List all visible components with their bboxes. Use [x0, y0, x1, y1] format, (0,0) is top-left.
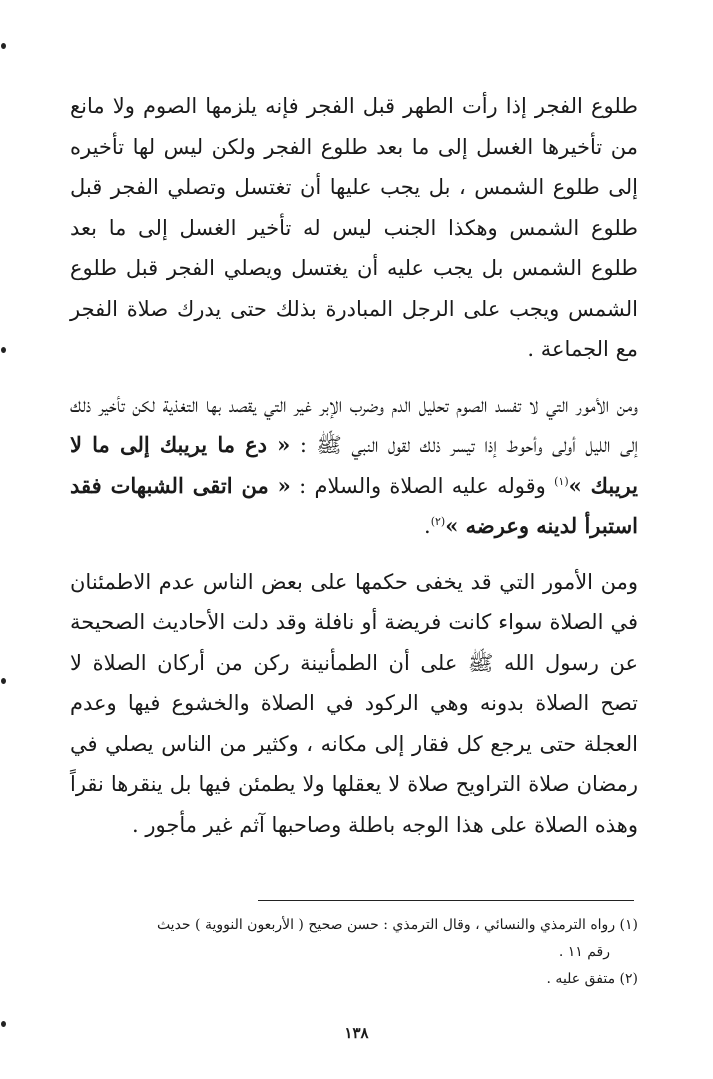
paragraph-2-text-a: ومن الأمور التي لا تفسد الصوم تحليل الدم وضرب الإبر غير التي يقصد بها التغذية لكن تأخير ذلك إلى الليل أولى وأحوط إذا تيسر ذلك لقول النبي ﷺ : — [70, 392, 638, 457]
paragraph-2 — [70, 385, 638, 547]
paragraph-3 — [70, 562, 638, 846]
footnote-2: (٢) متفق عليه . — [546, 971, 638, 987]
paragraph-3-text: ومن الأمور التي قد يخفى حكمها على بعض الناس عدم الاطمئنان في الصلاة سواء كانت فريضة أو نافلة وقد دلت الأحاديث الصحيحة عن رسول الله ﷺ على أن الطمأنينة ركن من أركان الصلاة لا تصح الصلاة بدونه وهي الركود في الصلاة والخشوع فيها وعدم العجلة حتى يرجع كل فقار إلى مكانه ، وكثير من الناس يصلي في رمضان صلاة التراويح صلاة لا يعقلها ولا يطمئن فيها بل ينقرها نقراً وهذه الصلاة على هذا الوجه باطلة وصاحبها آثم غير مأجور . — [70, 569, 638, 837]
paragraph-2-text-b: وقوله عليه الصلاة والسلام : — [290, 473, 555, 498]
paragraph-2-text-c: . — [424, 514, 431, 538]
scan-mark — [1, 678, 6, 684]
page-number: ١٣٨ — [344, 1024, 369, 1042]
footnote-1-line-1: (١) رواه الترمذي والنسائي ، وقال الترمذي : حسن صحيح ( الأربعون النووية ) حديث — [156, 917, 638, 933]
paragraph-1 — [70, 86, 638, 370]
footnotes — [70, 912, 638, 993]
hadith-quote-2: « من اتقى الشبهات فقد استبرأ لدينه وعرضه » — [70, 472, 638, 538]
scan-mark — [1, 43, 6, 49]
footnote-ref-1: (١) — [554, 474, 569, 488]
scan-mark — [1, 1021, 6, 1027]
scan-mark — [1, 347, 6, 353]
main-text — [70, 86, 638, 845]
paragraph-1-text: طلوع الفجر إذا رأت الطهر قبل الفجر فإنه يلزمها الصوم ولا مانع من تأخيرها الغسل إلى ما بعد طلوع الفجر ولكن ليس لها تأخيره إلى طلوع الشمس ، بل يجب عليها أن تغتسل وتصلي الفجر قبل طلوع الشمس وهكذا الجنب ليس له تأخير الغسل إلى ما بعد طلوع الشمس بل يجب عليه أن يغتسل ويصلي الفجر قبل طلوع الشمس ويجب على الرجل المبادرة بذلك حتى يدرك صلاة الفجر مع الجماعة . — [70, 94, 638, 361]
footnote-divider — [258, 900, 634, 901]
hadith-quote-1: « دع ما يريبك إلى ما لا يريبك » — [70, 432, 638, 498]
footnote-1-line-2: رقم ١١ . — [558, 944, 610, 960]
footnote-ref-2: (٢) — [430, 515, 446, 528]
